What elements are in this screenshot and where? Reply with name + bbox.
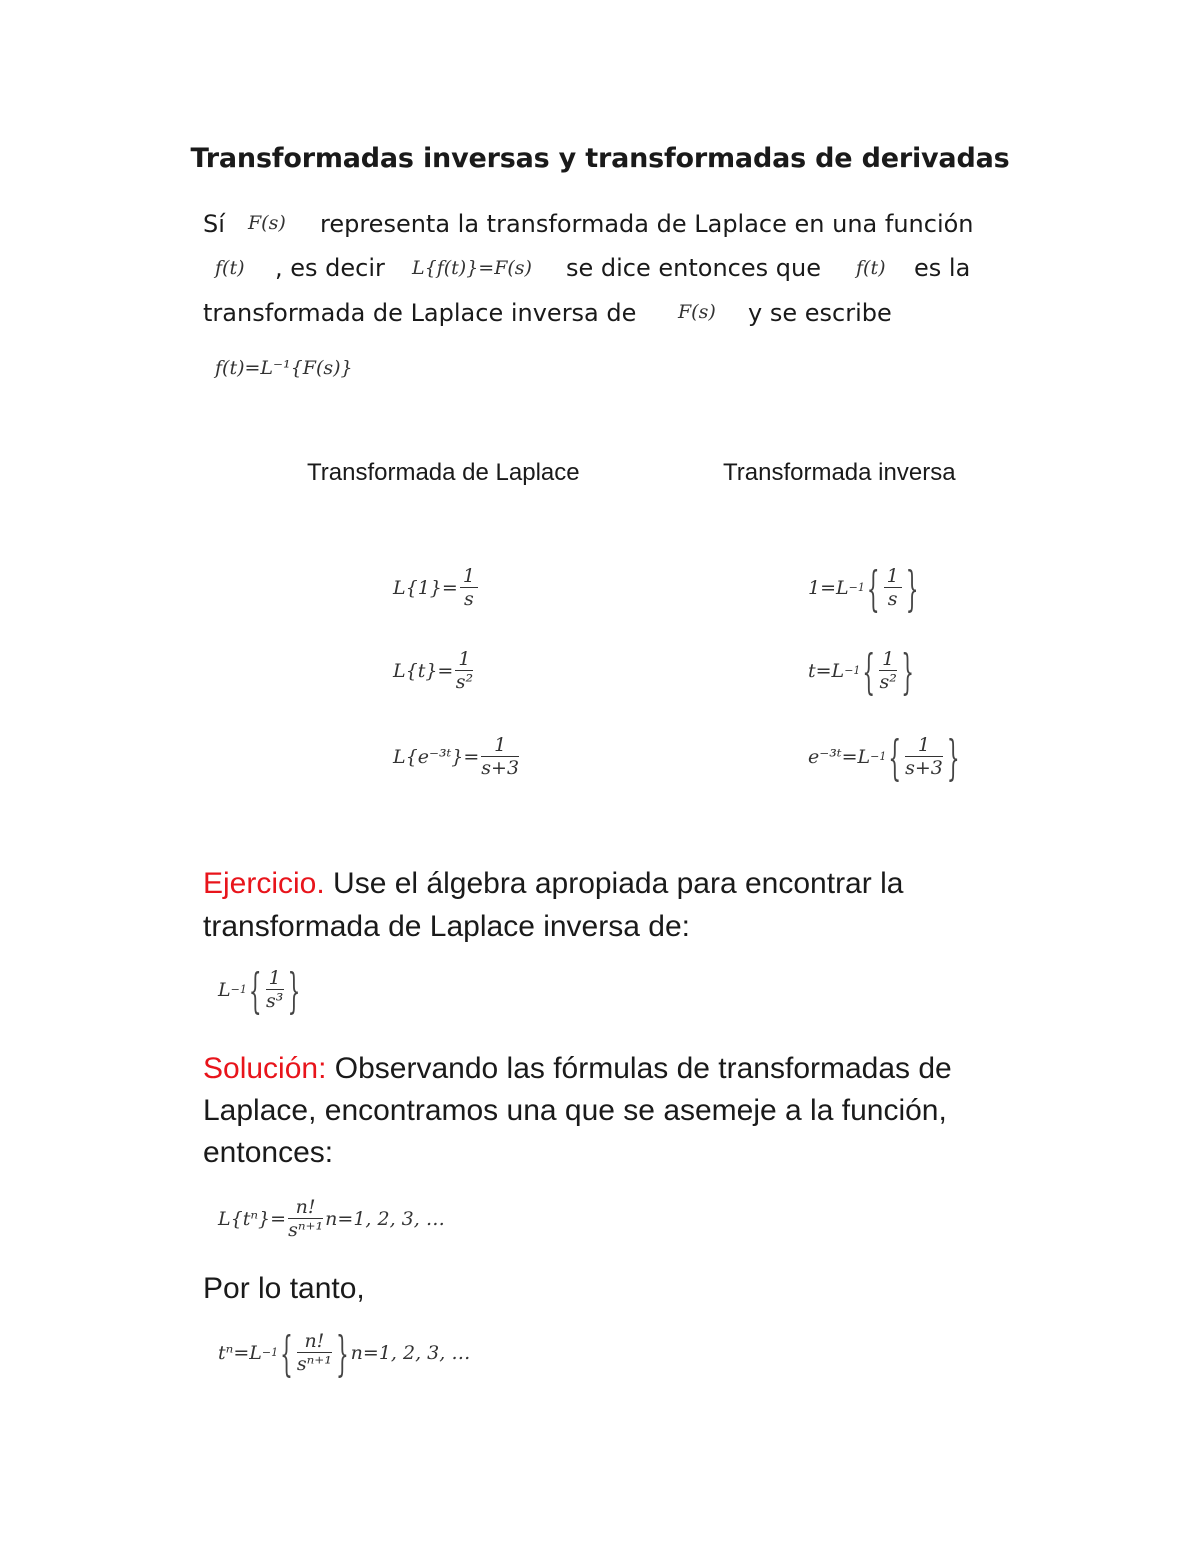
intro-line2a: , es decir [275,254,385,282]
laplace-row-3 [393,734,521,779]
inverse-row-2-lhs: t=L [808,659,845,682]
laplace-row-2 [393,648,475,693]
laplace-row-3-lhs: L{e⁻³ᵗ}= [393,745,480,768]
laplace-row-2-num: 1 [455,648,473,671]
laplace-row-3-fraction [481,734,519,779]
formula-lhs: L{tⁿ}= [218,1207,287,1230]
laplace-row-1-lhs: L{1}= [393,576,458,599]
inverse-row-2-num: 1 [879,648,897,671]
laplace-power-formula [218,1196,445,1241]
inverse-formula-num: n! [297,1330,332,1353]
exercise-label: Ejercicio. [203,867,325,900]
inverse-row-2-fraction [879,648,897,693]
solution-line1 [203,1052,952,1086]
exercise-expr-den: s³ [265,990,284,1012]
solution-text-3: entonces: [203,1136,334,1169]
exercise-expr-lhs: L [218,978,231,1001]
inverse-row-3-lhs: e⁻³ᵗ=L [808,745,871,768]
solution-label: Solución: [203,1052,327,1085]
intro-line2b: se dice entonces que [566,254,821,282]
inverse-formula-fraction [297,1330,332,1375]
intro-si: Sí [203,210,225,238]
inverse-row-1-den: s [887,588,898,610]
solution-text-1: Observando las fórmulas de transformadas de [334,1052,952,1085]
inverse-row-3-den: s+3 [905,757,943,779]
inverse-formula-den: sⁿ⁺¹ [296,1353,332,1375]
col-header-laplace: Transformada de Laplace [307,459,580,486]
page-title: Transformadas inversas y transformadas de derivadas [190,143,1010,174]
inverse-row-1-fraction [884,565,902,610]
intro-line1: representa la transformada de Laplace en una función [320,210,974,238]
intro-F-s-2: F(s) [678,301,716,323]
formula-num: n! [288,1196,323,1219]
inverse-row-1-num: 1 [884,565,902,588]
laplace-row-1 [393,565,480,610]
intro-F-s: F(s) [248,212,286,234]
intro-line2c: es la [914,254,971,282]
laplace-row-2-lhs: L{t}= [393,659,454,682]
laplace-row-1-num: 1 [460,565,478,588]
intro-f-t-2: f(t) [856,257,886,279]
formula-fraction [288,1196,323,1241]
laplace-row-1-fraction [460,565,478,610]
exercise-expr-num: 1 [266,967,284,990]
exercise-line1 [203,867,903,901]
intro-line3a: transformada de Laplace inversa de [203,299,637,327]
solution-text-2: Laplace, encontramos una que se asemeje a la función, [203,1094,947,1127]
therefore-text: Por lo tanto, [203,1272,365,1305]
inverse-row-2: t=L −1 { $\frac{1}{\text{s²}}$ } [808,641,914,700]
inverse-row-3: e⁻³ᵗ=L −1 { $\frac{1}{s+3}$ } [808,727,960,786]
exercise-text-2: transformada de Laplace inversa de: [203,910,690,943]
inverse-row-3-num: 1 [905,734,943,757]
formula-tail: n=1, 2, 3, … [325,1207,445,1230]
laplace-row-3-den: s+3 [481,757,520,779]
laplace-row-2-den: s² [455,671,474,693]
col-header-inverse: Transformada inversa [723,459,956,486]
inverse-row-2-den: s² [879,671,897,693]
inverse-power-formula: tⁿ=L −1 { $\frac{n!}{\text{sⁿ⁺¹}}$ } n=1, 2, 3, … [218,1323,471,1382]
exercise-expression: L −1 { $\frac{1}{\text{s³}}$ } [218,960,301,1019]
inverse-row-1-lhs: 1=L [808,576,849,599]
inverse-row-3-fraction [905,734,943,779]
laplace-row-1-den: s [463,588,474,610]
exercise-expr-fraction [266,967,284,1012]
exercise-text-1: Use el álgebra apropiada para encontrar la [333,867,904,900]
inverse-formula-tail: n=1, 2, 3, … [350,1341,471,1364]
inverse-row-1: 1=L −1 { $\frac{1}{s}$ } [808,558,919,617]
intro-f-t: f(t) [215,257,245,279]
formula-den: sⁿ⁺¹ [288,1219,324,1241]
laplace-row-3-num: 1 [481,734,519,757]
intro-line3b: y se escribe [748,299,892,327]
laplace-row-2-fraction [455,648,473,693]
inverse-formula-lhs: tⁿ=L [218,1341,262,1364]
intro-L-def: L{f(t)}=F(s) [412,257,532,279]
inverse-definition: f(t)=L⁻¹{F(s)} [215,357,353,379]
